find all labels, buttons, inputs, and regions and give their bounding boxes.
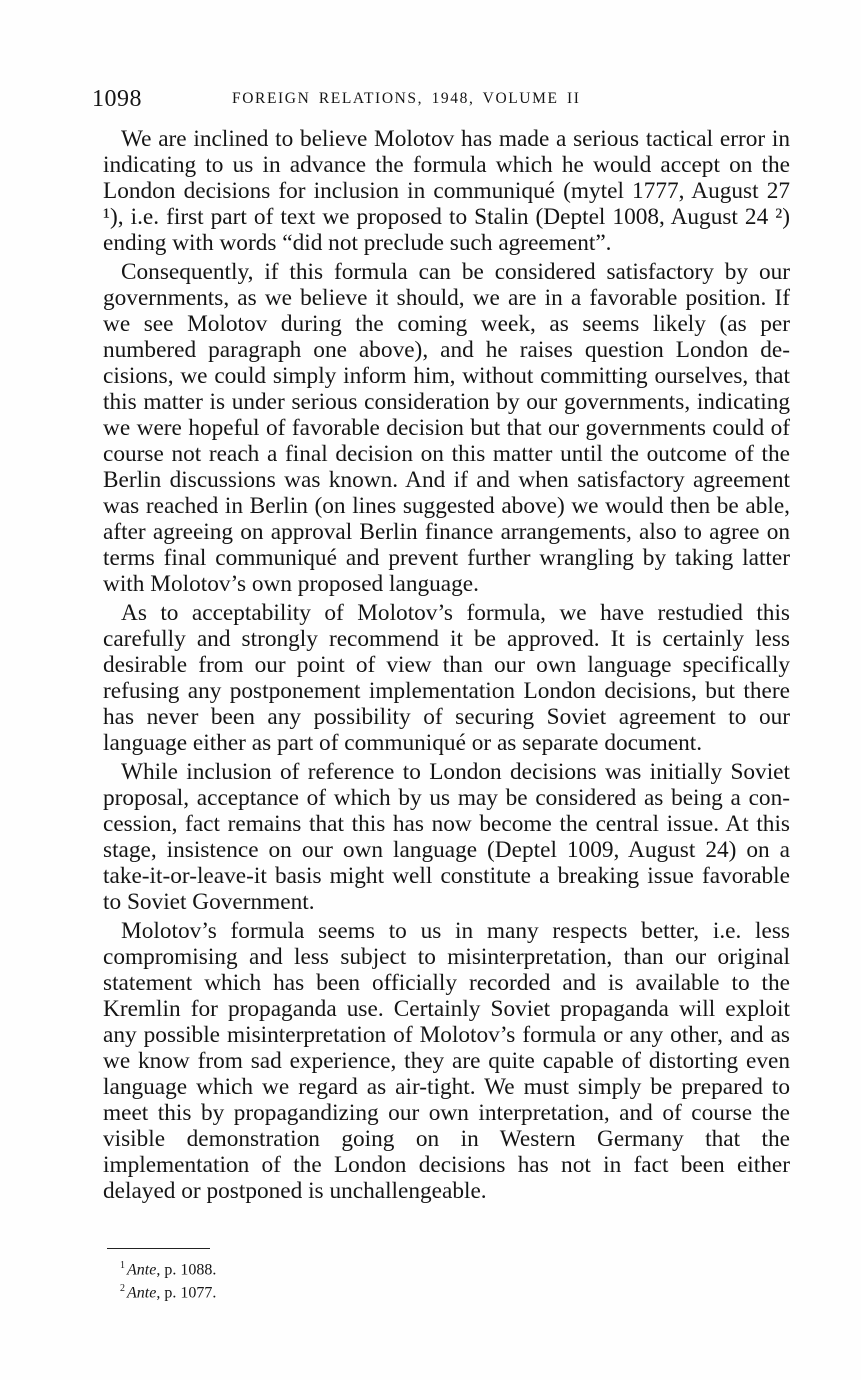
running-head: FOREIGN RELATIONS, 1948, VOLUME II [232,90,581,107]
paragraph: As to acceptability of Molotov’s formula, we have restudied this carefully and strongly recommend it be approved. It is certainly less desirable from our point of view than our own language specifically refusing any postponement implementation London decisions, but there has never been any possibility of securing Soviet agreement to our language either as part of communiqué or as separate document. [103,600,790,756]
footnote [120,1279,520,1302]
footnote-divider [107,1248,210,1249]
paragraph: Consequently, if this formula can be considered satisfactory by our governments, as we believe it should, we are in a favorable position. If we see Molotov during the coming week, as seems likely (as per numbered paragraph one above), and he raises question London decisions, we could simply inform him, without committing ourselves, that this matter is under serious consideration by our governments, indicating we were hopeful of favorable decision but that our governments could of course not reach a final decision on this matter until the outcome of the Berlin discussions was known. And if and when satisfactory agreement was reached in Berlin (on lines suggested above) we would then be able, after agreeing on approval Berlin finance arrangements, also to agree on terms final communiqué and prevent further wrangling by taking latter with Molotov’s own proposed language. [103,259,790,597]
footnote-mark: 2 [120,1283,125,1295]
footnote-page: , p. 1088. [156,1261,217,1279]
paragraph: Molotov’s formula seems to us in many respects better, i.e. less compromising and less subject to misinterpretation, than our original statement which has been officially recorded and is available to the Kremlin for propaganda use. Certainly Soviet propaganda will exploit any possible misinterpretation of Molotov’s formula or any other, and as we know from sad experience, they are quite capable of distorting even language which we regard as air-tight. We must simply be prepared to meet this by propagandizing our own interpretation, and of course the visible demonstration going on in Western Germany that the implementation of the London decisions has not in fact been either delayed or postponed is unchallengeable. [103,918,790,1204]
footnote-mark: 1 [120,1260,125,1271]
footnote-reference: Ante [127,1261,157,1279]
footnote [120,1256,520,1279]
page-header [92,86,792,118]
paragraph: While inclusion of reference to London decisions was initially Soviet proposal, acceptance of which by us may be considered as being a concession, fact remains that this has now become the central issue. At this stage, insistence on our own language (Deptel 1009, August 24) on a take-it-or-leave-it basis might well constitute a breaking issue favorable to Soviet Government. [103,759,790,915]
footnotes [120,1256,520,1303]
footnote-page: , p. 1077. [156,1284,217,1302]
paragraph: We are inclined to believe Molotov has made a serious tactical error in indicating to us in advance the formula which he would accept on the London decisions for inclusion in communiqué (mytel 1777, August 27 ¹), i.e. first part of text we proposed to Stalin (Deptel 1008, August 24 ²) ending with words “did not preclude such agreement”. [103,126,790,256]
body-text [103,126,790,1207]
page-number: 1098 [92,86,142,112]
footnote-reference: Ante [127,1284,157,1302]
